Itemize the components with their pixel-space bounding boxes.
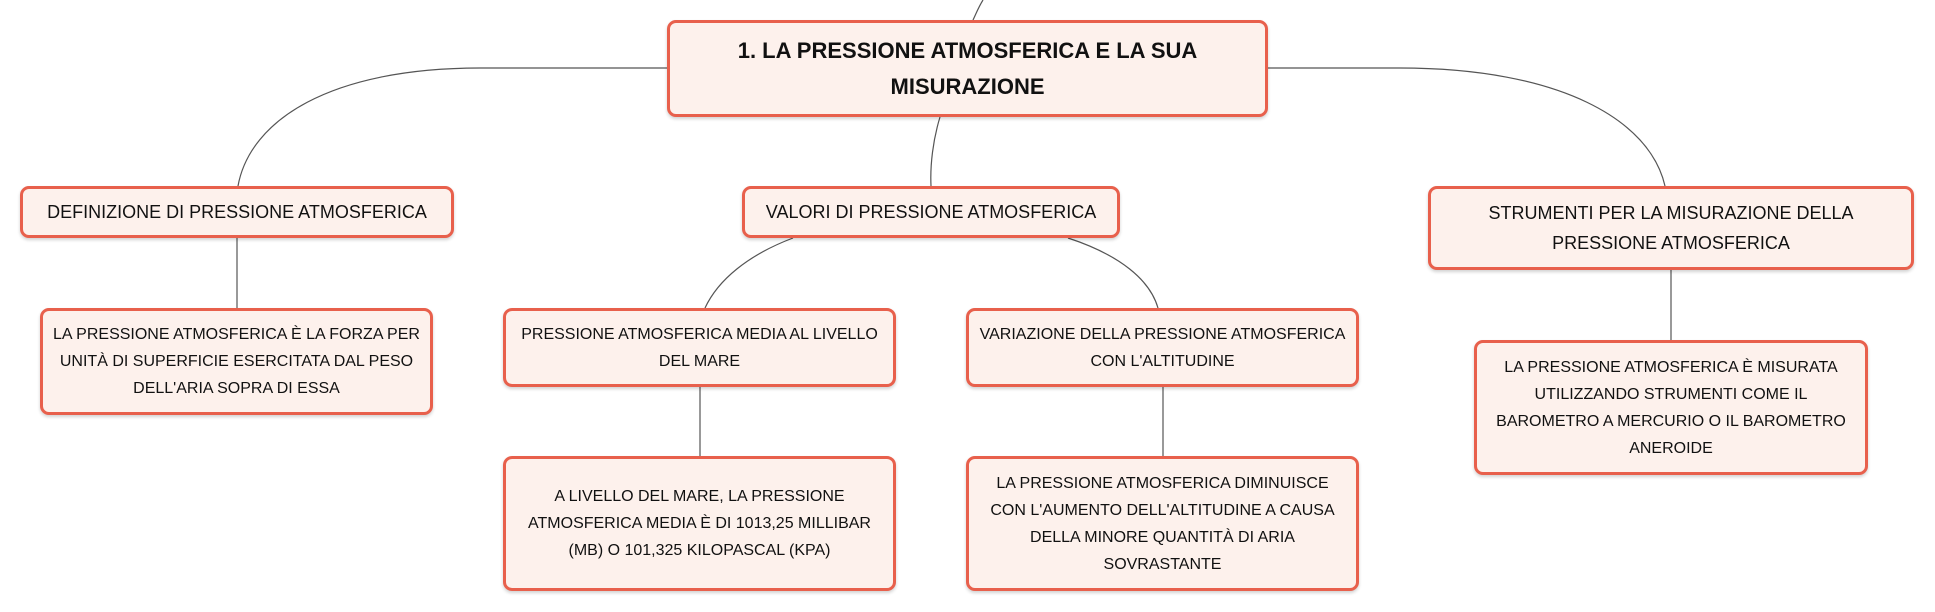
topic-strumenti-label: STRUMENTI PER LA MISURAZIONE DELLA PRESSIONE ATMOSFERICA <box>1488 203 1854 253</box>
subtopic-definizione-testo-label: LA PRESSIONE ATMOSFERICA È LA FORZA PER UNITÀ DI SUPERFICIE ESERCITATA DAL PESO DELL'ARIA SOPRA DI ESSA <box>53 326 420 397</box>
topic-strumenti[interactable] <box>1428 186 1914 270</box>
root-topic[interactable] <box>667 20 1268 117</box>
detail-diminuzione-label: LA PRESSIONE ATMOSFERICA DIMINUISCE CON L'AUMENTO DELL'ALTITUDINE A CAUSA DELLA MINORE QUANTITÀ DI ARIA SOVRASTANTE <box>990 474 1335 573</box>
subtopic-definizione-testo[interactable] <box>40 308 433 415</box>
subtopic-strumenti-testo[interactable] <box>1474 340 1868 475</box>
topic-definizione[interactable] <box>20 186 454 238</box>
connector-root-strumenti <box>1268 68 1665 186</box>
connector-valori-variazione <box>1068 238 1158 308</box>
topic-valori[interactable] <box>742 186 1120 238</box>
subtopic-variazione-altitudine[interactable] <box>966 308 1359 387</box>
detail-valore-medio-label: A LIVELLO DEL MARE, LA PRESSIONE ATMOSFERICA MEDIA È DI 1013,25 MILLIBAR (MB) O 101,325 KILOPASCAL (KPA) <box>528 488 871 559</box>
detail-diminuzione[interactable] <box>966 456 1359 591</box>
subtopic-pressione-media-label: PRESSIONE ATMOSFERICA MEDIA AL LIVELLO DEL MARE <box>521 325 878 370</box>
subtopic-pressione-media[interactable] <box>503 308 896 387</box>
subtopic-variazione-altitudine-label: VARIAZIONE DELLA PRESSIONE ATMOSFERICA CON L'ALTITUDINE <box>979 325 1346 370</box>
connector-root-definizione <box>238 68 667 186</box>
topic-definizione-label: DEFINIZIONE DI PRESSIONE ATMOSFERICA <box>47 202 427 222</box>
topic-valori-label: VALORI DI PRESSIONE ATMOSFERICA <box>765 202 1097 222</box>
detail-valore-medio[interactable] <box>503 456 896 591</box>
root-topic-title: 1. LA PRESSIONE ATMOSFERICA E LA SUA MISURAZIONE <box>737 37 1198 99</box>
subtopic-strumenti-testo-label: LA PRESSIONE ATMOSFERICA È MISURATA UTILIZZANDO STRUMENTI COME IL BAROMETRO A MERCURIO O IL BAROMETRO ANEROIDE <box>1496 358 1846 457</box>
connector-root-valori <box>931 117 940 186</box>
connector-valori-pressione-media <box>705 238 793 308</box>
connector-incoming-root <box>973 0 983 20</box>
